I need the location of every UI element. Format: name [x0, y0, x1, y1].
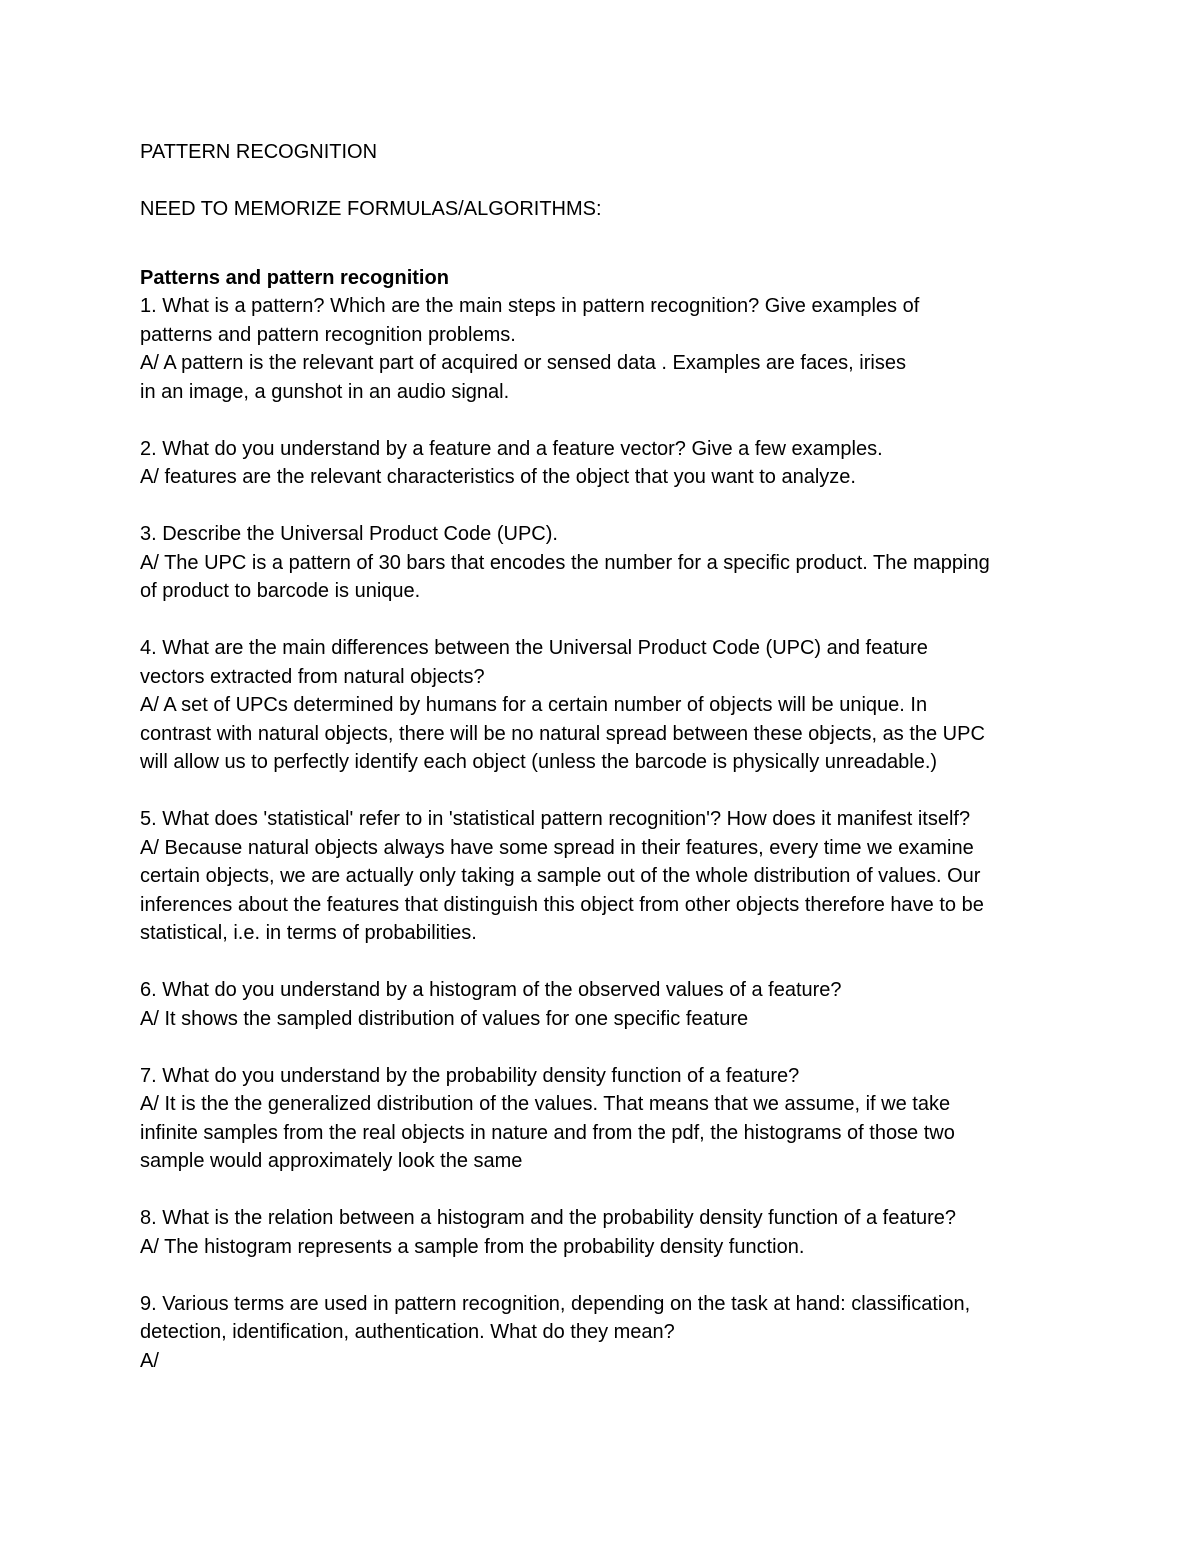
- question-line: 6. What do you understand by a histogram of the observed values of a feature?: [140, 979, 842, 1001]
- answer-line: A/ A set of UPCs determined by humans for a certain number of objects will be unique. In: [140, 694, 928, 716]
- question-line: 7. What do you understand by the probability density function of a feature?: [140, 1064, 800, 1087]
- answer-line: A/ It is the the generalized distribution of the values. That means that we assume, if we take: [140, 1093, 951, 1115]
- question-line: 2. What do you understand by a feature and a feature vector? Give a few examples.: [140, 437, 883, 460]
- question-line: vectors extracted from natural objects?: [140, 665, 485, 688]
- answer-line: in an image, a gunshot in an audio signal.: [140, 380, 510, 403]
- question-line: 8. What is the relation between a histogram and the probability density function of a feature?: [140, 1207, 957, 1229]
- answer-line: A/ features are the relevant characteristics of the object that you want to analyze.: [140, 466, 856, 488]
- answer-line: A/ A pattern is the relevant part of acquired or sensed data . Examples are faces, irises: [140, 352, 906, 374]
- document-body: [140, 138, 1070, 1375]
- qa-item: [140, 634, 1070, 777]
- answer-line: will allow us to perfectly identify each object (unless the barcode is physically unreadable.): [140, 751, 938, 773]
- question-line: 4. What are the main differences between the Universal Product Code (UPC) and feature: [140, 637, 928, 659]
- answer-line: A/: [140, 1349, 159, 1372]
- question-line: patterns and pattern recognition problems.: [140, 323, 516, 346]
- question-line: 3. Describe the Universal Product Code (UPC).: [140, 523, 558, 545]
- qa-item: [140, 1204, 1070, 1261]
- question-line: detection, identification, authentication. What do they mean?: [140, 1321, 675, 1343]
- qa-item: [140, 805, 1070, 948]
- question-line: 9. Various terms are used in pattern recognition, depending on the task at hand: classification,: [140, 1292, 971, 1315]
- answer-line: contrast with natural objects, there will be no natural spread between these objects, as the UPC: [140, 722, 985, 745]
- answer-line: A/ It shows the sampled distribution of values for one specific feature: [140, 1007, 749, 1030]
- document-title: PATTERN RECOGNITION: [140, 141, 378, 163]
- answer-line: certain objects, we are actually only taking a sample out of the whole distribution of values. Our: [140, 865, 981, 887]
- qa-item: [140, 292, 1070, 406]
- section-heading: Patterns and pattern recognition: [140, 266, 449, 289]
- question-line: 5. What does 'statistical' refer to in 'statistical pattern recognition'? How does it manifest itself?: [140, 808, 971, 830]
- answer-line: of product to barcode is unique.: [140, 580, 421, 602]
- answer-line: A/ The histogram represents a sample from the probability density function.: [140, 1235, 805, 1258]
- answer-line: A/ Because natural objects always have some spread in their features, every time we examine: [140, 836, 974, 859]
- qa-item: [140, 1290, 1070, 1376]
- answer-line: sample would approximately look the same: [140, 1150, 523, 1172]
- answer-line: A/ The UPC is a pattern of 30 bars that encodes the number for a specific product. The mapping: [140, 551, 990, 574]
- question-line: 1. What is a pattern? Which are the main steps in pattern recognition? Give examples of: [140, 295, 920, 317]
- qa-item: [140, 435, 1070, 492]
- answer-line: inferences about the features that distinguish this object from other objects therefore have to be: [140, 893, 984, 916]
- document-subtitle: NEED TO MEMORIZE FORMULAS/ALGORITHMS:: [140, 198, 602, 220]
- qa-item: [140, 520, 1070, 606]
- answer-line: infinite samples from the real objects in nature and from the pdf, the histograms of those two: [140, 1121, 955, 1144]
- qa-list: [140, 292, 1070, 1375]
- qa-item: [140, 1062, 1070, 1176]
- qa-item: [140, 976, 1070, 1033]
- answer-line: statistical, i.e. in terms of probabilities.: [140, 922, 477, 944]
